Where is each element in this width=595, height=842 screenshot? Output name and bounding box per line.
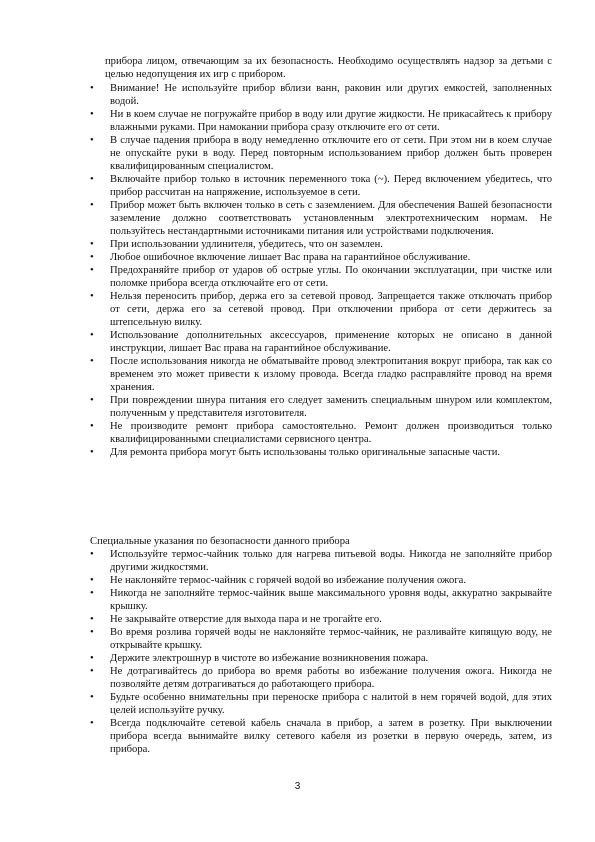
list-item-text: Всегда подключайте сетевой кабель сначала в прибор, а затем в розетку. При выключении прибора всегда вынимайте вилку сетевого кабеля из розетки в первую очередь, затем, из прибора. xyxy=(110,718,552,755)
bullet-icon: • xyxy=(90,575,94,586)
bullet-icon: • xyxy=(90,135,94,146)
continuation-paragraph: прибора лицом, отвечающим за их безопасность. Необходимо осуществлять надзор за детьми с целью недопущения их игр с прибором. xyxy=(105,56,552,80)
list-item xyxy=(90,251,552,264)
bullet-icon: • xyxy=(90,666,94,677)
bullet-icon: • xyxy=(90,174,94,185)
bullet-icon: • xyxy=(90,653,94,664)
list-item-text: Никогда не заполняйте термос-чайник выше максимального уровня воды, аккуратно закрывайте крышку. xyxy=(110,588,552,612)
bullet-icon: • xyxy=(90,83,94,94)
bullet-icon: • xyxy=(90,614,94,625)
list-item xyxy=(90,82,552,108)
bullet-icon: • xyxy=(90,200,94,211)
list-item-text: Любое ошибочное включение лишает Вас права на гарантийное обслуживание. xyxy=(110,252,471,263)
list-item-text: Не наклоняйте термос-чайник с горячей водой во избежание получения ожога. xyxy=(110,575,467,586)
list-item xyxy=(90,446,552,459)
list-item-text: После использования никогда не обматывайте провод электропитания вокруг прибора, так как со временем это может привести к излому провода. Всегда гладко расправляйте провод на время хранения. xyxy=(110,356,552,393)
list-item xyxy=(90,626,552,652)
list-item-text: Будьте особенно внимательны при переноске прибора с налитой в нем горячей водой, для этих целей используйте ручку. xyxy=(110,692,552,716)
section-title: Специальные указания по безопасности данного прибора xyxy=(90,536,350,547)
list-item xyxy=(90,652,552,665)
list-item xyxy=(90,173,552,199)
list-item-text: Предохраняйте прибор от ударов об острые углы. По окончании эксплуатации, при чистке или поломке прибора всегда отключайте его от сети. xyxy=(110,265,552,289)
list-item xyxy=(90,290,552,329)
list-item-text: Ни в коем случае не погружайте прибор в воду или другие жидкости. Не прикасайтесь к прибору влажными руками. При намокании прибора сразу отключите его от сети. xyxy=(110,109,552,133)
list-item xyxy=(90,108,552,134)
list-item xyxy=(90,587,552,613)
bullet-icon: • xyxy=(90,718,94,729)
bullet-icon: • xyxy=(90,265,94,276)
list-item-text: Во время розлива горячей воды не наклоняйте термос-чайник, не разливайте кипящую воду, не открывайте крышку. xyxy=(110,627,552,651)
list-item-text: Используйте термос-чайник только для нагрева питьевой воды. Никогда не заполняйте прибор другими жидкостями. xyxy=(110,549,552,573)
list-item-text: Использование дополнительных аксессуаров, применение которых не описано в данной инструкции, лишает Вас права на гарантийное обслуживание. xyxy=(110,330,552,354)
list-item xyxy=(90,574,552,587)
bullet-icon: • xyxy=(90,395,94,406)
list-item-text: Внимание! Не используйте прибор вблизи ванн, раковин или других емкостей, заполненных водой. xyxy=(110,83,552,107)
list-item-text: В случае падения прибора в воду немедленно отключите его от сети. При этом ни в коем случае не опускайте руки в воду. Перед повторным использованием прибор должен быть проверен квалифицированным специалистом. xyxy=(110,135,552,172)
list-item xyxy=(90,264,552,290)
list-item xyxy=(90,613,552,626)
list-item-text: Не закрывайте отверстие для выхода пара и не трогайте его. xyxy=(110,614,382,625)
bullet-icon: • xyxy=(90,588,94,599)
page-number: 3 xyxy=(294,781,301,792)
list-item-text: При повреждении шнура питания его следует заменить специальным шнуром или комплектом, полученным у представителя изготовителя. xyxy=(110,395,552,419)
list-item xyxy=(90,717,552,756)
bullet-icon: • xyxy=(90,109,94,120)
list-item xyxy=(90,199,552,238)
bullet-icon: • xyxy=(90,692,94,703)
list-item-text: При использовании удлинителя, убедитесь, что он заземлен. xyxy=(110,239,383,250)
list-item-text: Для ремонта прибора могут быть использованы только оригинальные запасные части. xyxy=(110,447,501,458)
bullet-icon: • xyxy=(90,330,94,341)
bullet-icon: • xyxy=(90,421,94,432)
list-item xyxy=(90,394,552,420)
list-item-text: Включайте прибор только в источник переменного тока (~). Перед включением убедитесь, что прибор рассчитан на напряжение, используемое в сети. xyxy=(110,174,552,198)
list-item xyxy=(90,238,552,251)
list-item-text: Прибор может быть включен только в сеть с заземлением. Для обеспечения Вашей безопасности заземление должно соответствовать установленным электротехническим нормам. Не пользуйтесь нестандартными источниками питания или устройствами подключения. xyxy=(110,200,552,237)
bullet-icon: • xyxy=(90,627,94,638)
special-safety-list xyxy=(90,548,552,756)
list-item xyxy=(90,548,552,574)
list-item xyxy=(90,134,552,173)
general-safety-list xyxy=(90,82,552,459)
list-item-text: Нельзя переносить прибор, держа его за сетевой провод. Запрещается также отключать прибор от сети, держа его за сетевой провод. При отключении прибора от сети держитесь за штепсельную вилку. xyxy=(110,291,552,328)
bullet-icon: • xyxy=(90,239,94,250)
list-item xyxy=(90,691,552,717)
bullet-icon: • xyxy=(90,252,94,263)
list-item xyxy=(90,355,552,394)
bullet-icon: • xyxy=(90,291,94,302)
list-item-text: Не производите ремонт прибора самостоятельно. Ремонт должен производиться только квалифицированными специалистами сервисного центра. xyxy=(110,421,552,445)
bullet-icon: • xyxy=(90,356,94,367)
list-item-text: Не дотрагивайтесь до прибора во время работы во избежание получения ожога. Никогда не позволяйте детям дотрагиваться до работающего прибора. xyxy=(110,666,552,690)
list-item xyxy=(90,665,552,691)
bullet-icon: • xyxy=(90,447,94,458)
list-item-text: Держите электрошнур в чистоте во избежание возникновения пожара. xyxy=(110,653,429,664)
bullet-icon: • xyxy=(90,549,94,560)
list-item xyxy=(90,329,552,355)
list-item xyxy=(90,420,552,446)
